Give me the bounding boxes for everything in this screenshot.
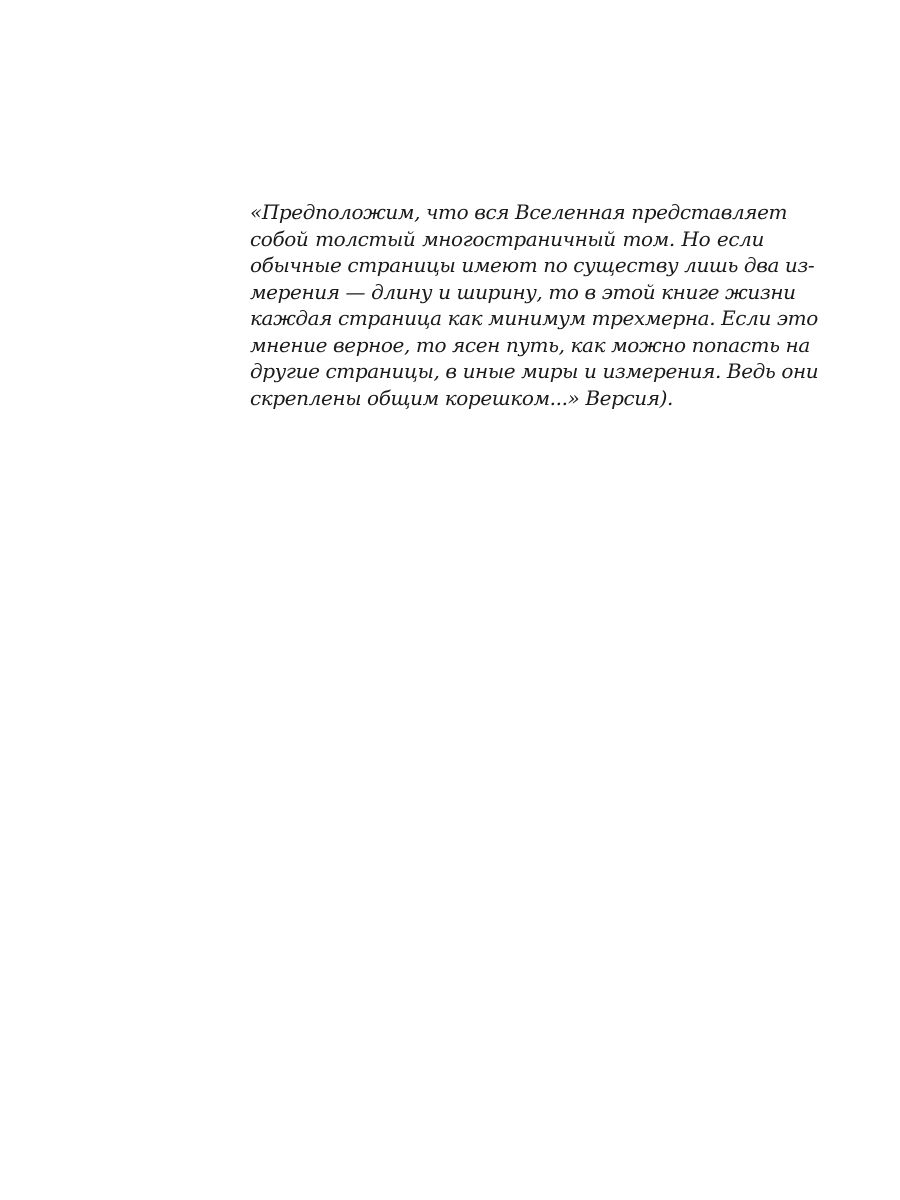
quote-line-2: собой толстый многостраничный том. Но если [250, 226, 764, 251]
quote-line-8: скреплены общим корешком...» Версия). [250, 385, 673, 410]
quote-line-5: каждая страница как минимум трехмерна. Если это [250, 306, 818, 330]
quote-line-7: другие страницы, в иные миры и измерения. Ведь они [250, 359, 819, 383]
quote-line-3: обычные страницы имеют по существу лишь два из- [250, 253, 815, 277]
quote-line-1: «Предположим, что вся Вселенная представляет [250, 200, 788, 224]
quote-paragraph [250, 199, 819, 411]
quote-line-6: мнение верное, то ясен путь, как можно попасть на [250, 332, 810, 357]
quote-line-4: мерения — длину и ширину, то в этой книге жизни [250, 279, 796, 304]
